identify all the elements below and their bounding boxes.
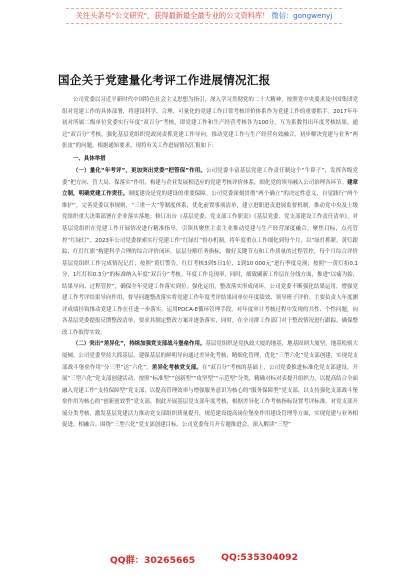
section-paragraph-1: （一）量化“年考评”，更加突出党委“把管保”作用。公司党委丰富基层党建工作责任制这个“牛鼻子”，发挥各级党委“把方向、管大局、保落实”作用，构建与企业发展相适应的党建考核评价体系，细化党的领导融入公司治理各环节。建章立制，明确党建工作责任。制度建设是党的建设的重要保障。公司党委深刻贯彻“两个确立”的决定性意义，自觉践行“两个维护”，完善党委议事规则，“三重一大”等制度体系，优化前置事项清单，建立进职进责进展监督机制，推动党中央及上级党组织重大决策部署在企业落实落地；修订出台《基层党委、党支部工作职责》《基层党委、党支部建设工作责任清单》，对基层党组织在党建工作开展情况进行精准指导，引领其聚焦主责主业推动党建与生产经营深度融合。聚焦目标，点亮管控“红绿灯”。2023年公司党委探索实行党建工作“红绿灯”督办机制，将年度重点工作细化到每个月，以“绿灯抓紧、黄灯跟踪、红灯红旗”构建科学合理的综合评价闭环，层层分解任务指标，做好关键节点和工作质量的过程管控，每个月综合评价基层党组织工作完成情况记灯；按照“黄灯警告，红灯考核3到5日1位，1到10 000元”进行季度兑现；按照“一黄灯扣0.1分，1红灯扣0.3分”的标准纳入年度“双百分”考核。年度工作兑现率，同时，细致刷新工作层在分线方面，推进“以痛为始、结果导向、过程管控”，确保全年党建工作落实到位。强化运用，整改落实形成闭环。公司党委不断强化结果运用，增强党建工作考评结果导向作用，督导问题整改落实将党建工作年度考评结果同单位年度绩效、领导班子评价、主要负责人年度测评成绩挂钩推动党建工作在任进一步落实。运用PDCA-E循环管理手段，对年度审计考核过程中发现的共性、个性问题，向各基层党委提报反馈整改清单，要求其制定整改方案并逐条落实，同时，在全司群工作部门对于整改情况进行跟踪，确保整改工作取得实效。 <box>62 168 358 336</box>
qq-number: QQ:535304092 <box>221 552 298 563</box>
document-title: 国企关于党建量化考评工作进展情况汇报 <box>58 73 271 87</box>
banner-message: 关注头条号"公文研究"，获得最新最全最专业的公文资料库！ <box>75 11 270 20</box>
banner-wechat: 微信：gongwenyj <box>271 11 333 20</box>
document-body <box>62 95 358 432</box>
section-paragraph-2: （二）突出“差异化”，持续加强党支部战斗堡垒作用。基层党组织是党执政大厦的地基，地基固则大厦坚，地基松则大厦倾。公司党委坚持大抓基层、建强基层的鲜明导向通过差异化考核，精细化管理，优化“三型六化”党支部创建，实现党支部战斗堡垒作用“分三型”达“六化”，差异化考核党支部。在“双百分”考核的基础上，公司党委推进标准化党支部建设，开展“三型六化”党支部创建活动，按照“标准型”“创新型”“攻坚型”“示范型”分类，精确对标对表提升组织力，以提高结合全面融入党建工作“支持保障型”党支部，以提高管理效率与增强服务意识为核心的“服务保障型”党支部，以支持强化支部战斗堡垒作用为核心的“创新创效型”党支部。据此开展基层党支部年度考核，根据差异化工作考核指标设置考评标准。对党支部开展分类考核，激发基层党建活力推动党支部组织质量提升，规范建设提高岗位堡垒作用建设管理等方面，实现党建与业务相促进、相融合。围绕“三型六化”党支部创建目标，公司党委每月开专题推进会，深入解读“三型” <box>62 341 358 429</box>
qq-group: QQ群：30265665 <box>110 555 196 566</box>
intro-paragraph: 公司党委以习近平新时代中国特色社会主义思想为指引，深入学习贯彻党的二十大精神，按照党中央要求及中国集团党组对党建工作的具体部署，将建设科学、合理、可量化的党建工作日常考核评价体系作为党建工作的重要抓手。2017年年初对所属二级单位党委实行年度“双百分”考核，即党建工作和生产经营考核各为100分，互为系数得出年度考核结果。通过“双百分”考核，强化基层党组织党政同责抓党建工作导向，推动党建工作与生产经营有效融合，初步解决党建与业务“两张皮”的问题。根据通知要求，现将有关工作进展情况汇报如下： <box>62 97 358 150</box>
banner-text <box>66 8 343 24</box>
section-heading: 一、具体举措 <box>72 155 106 162</box>
promo-banner <box>0 4 408 28</box>
contact-footer <box>0 552 408 566</box>
